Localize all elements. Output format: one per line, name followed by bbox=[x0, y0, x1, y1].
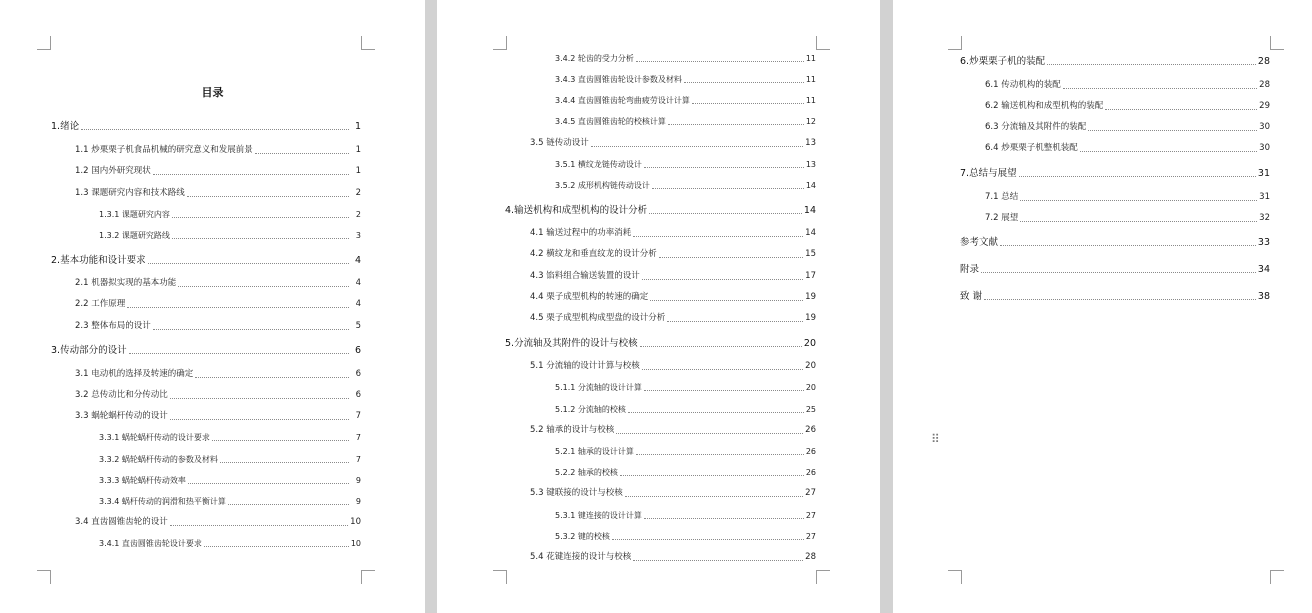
toc-leader-dots bbox=[644, 517, 804, 519]
toc-entry-title: 2.1 机器拟实现的基本功能 bbox=[75, 278, 177, 288]
toc-entry-title: 5.4 花键连接的设计与校核 bbox=[530, 552, 632, 562]
document-page-1 bbox=[0, 0, 425, 613]
toc-entry-title: 3.5.2 成形机构链传动设计 bbox=[555, 181, 650, 190]
toc-entry[interactable] bbox=[51, 120, 361, 132]
toc-entry[interactable] bbox=[555, 179, 816, 191]
toc-entry[interactable] bbox=[960, 236, 1270, 248]
toc-entry-title: 3.2 总传动比和分传动比 bbox=[75, 390, 168, 400]
toc-page-number: 31 bbox=[1259, 192, 1270, 202]
toc-leader-dots bbox=[642, 278, 803, 280]
toc-leader-dots bbox=[170, 524, 348, 526]
toc-page-number: 25 bbox=[805, 405, 816, 414]
toc-entry[interactable] bbox=[530, 312, 816, 324]
toc-entry-title: 3.1 电动机的选择及转速的确定 bbox=[75, 369, 194, 379]
toc-entry[interactable] bbox=[505, 204, 816, 216]
toc-entry-title: 6.2 输送机构和成型机构的装配 bbox=[985, 101, 1104, 111]
toc-page-number: 34 bbox=[1257, 264, 1270, 275]
toc-entry[interactable] bbox=[530, 270, 816, 282]
toc-page-number: 20 bbox=[805, 383, 816, 392]
toc-page-number: 7 bbox=[355, 455, 361, 464]
toc-leader-dots bbox=[204, 545, 349, 547]
toc-entry-title: 1.3.1 课题研究内容 bbox=[99, 210, 170, 219]
toc-page-number: 2 bbox=[355, 210, 361, 219]
toc-page-number: 14 bbox=[805, 228, 816, 238]
toc-leader-dots bbox=[127, 306, 349, 308]
toc-leader-dots bbox=[668, 123, 804, 125]
toc-entry-title: 6.1 传动机构的装配 bbox=[985, 80, 1061, 90]
toc-leader-dots bbox=[625, 495, 803, 497]
toc-entry-title: 3.3.1 蜗轮蜗杆传动的设计要求 bbox=[99, 433, 210, 442]
toc-entry[interactable] bbox=[505, 337, 816, 349]
toc-entry-title: 3.4.5 直齿圆锥齿轮的校核计算 bbox=[555, 117, 666, 126]
toc-page-number: 4 bbox=[354, 255, 361, 266]
toc-entry[interactable] bbox=[555, 530, 816, 542]
toc-page-number: 28 bbox=[1259, 80, 1270, 90]
toc-entry-title: 3.传动部分的设计 bbox=[51, 345, 127, 356]
toc-leader-dots bbox=[652, 187, 804, 189]
toc-entry-title: 7.1 总结 bbox=[985, 192, 1019, 202]
toc-page-number: 30 bbox=[1259, 122, 1270, 132]
toc-entry[interactable] bbox=[985, 121, 1270, 133]
toc-leader-dots bbox=[178, 285, 349, 287]
toc-leader-dots bbox=[649, 212, 802, 214]
toc-page-number: 13 bbox=[805, 138, 816, 148]
toc-page-number: 1 bbox=[354, 121, 361, 132]
toc-entry[interactable] bbox=[555, 94, 816, 106]
corner-mark-bottom-left bbox=[37, 570, 51, 584]
toc-entry-title: 1.3 课题研究内容和技术路线 bbox=[75, 188, 185, 198]
toc-leader-dots bbox=[692, 102, 804, 104]
toc-page-number: 1 bbox=[355, 145, 361, 155]
toc-entry-title: 5.2.2 轴承的校核 bbox=[555, 468, 618, 477]
corner-mark-top-right bbox=[361, 36, 375, 50]
toc-page-number: 14 bbox=[803, 205, 816, 216]
toc-page-number: 13 bbox=[805, 160, 816, 169]
toc-leader-dots bbox=[188, 482, 349, 484]
toc-leader-dots bbox=[591, 145, 803, 147]
toc-entry[interactable] bbox=[985, 79, 1270, 91]
toc-page-number: 20 bbox=[803, 338, 816, 349]
toc-page-number: 10 bbox=[350, 517, 361, 527]
toc-leader-dots bbox=[228, 503, 349, 505]
toc-leader-dots bbox=[650, 299, 803, 301]
toc-entry[interactable] bbox=[985, 191, 1270, 203]
toc-entry-title: 3.3.4 蜗杆传动的润滑和热平衡计算 bbox=[99, 497, 226, 506]
toc-page-number: 12 bbox=[805, 117, 816, 126]
toc-entry[interactable] bbox=[75, 368, 361, 380]
toc-entry[interactable] bbox=[985, 142, 1270, 154]
toc-page-number: 26 bbox=[805, 425, 816, 435]
toc-entry[interactable] bbox=[985, 100, 1270, 112]
corner-mark-bottom-right bbox=[361, 570, 375, 584]
drag-grip-icon[interactable]: ⠿ bbox=[931, 432, 939, 446]
toc-entry-title: 3.5 链传动设计 bbox=[530, 138, 589, 148]
corner-mark-top-left bbox=[948, 36, 962, 50]
toc-entry-title: 3.4 直齿圆锥齿轮的设计 bbox=[75, 517, 168, 527]
toc-page-number: 28 bbox=[805, 552, 816, 562]
toc-entry-title: 致 谢 bbox=[960, 291, 983, 302]
toc-page-number: 4 bbox=[355, 299, 361, 309]
toc-leader-dots bbox=[644, 166, 804, 168]
toc-leader-dots bbox=[616, 432, 803, 434]
toc-page-number: 6 bbox=[355, 390, 361, 400]
document-page-3 bbox=[893, 0, 1312, 613]
toc-leader-dots bbox=[153, 173, 349, 175]
toc-leader-dots bbox=[633, 559, 803, 561]
toc-page-number: 9 bbox=[355, 497, 361, 506]
toc-leader-dots bbox=[644, 389, 804, 391]
toc-title: 目录 bbox=[201, 86, 224, 99]
toc-leader-dots bbox=[81, 128, 349, 130]
toc-leader-dots bbox=[1063, 87, 1257, 89]
toc-page-number: 38 bbox=[1257, 291, 1270, 302]
toc-leader-dots bbox=[636, 60, 804, 62]
toc-entry[interactable] bbox=[555, 466, 816, 478]
toc-page-number: 2 bbox=[355, 188, 361, 198]
toc-entry[interactable] bbox=[75, 165, 361, 177]
toc-entry[interactable] bbox=[75, 298, 361, 310]
toc-entry-title: 6.3 分流轴及其附件的装配 bbox=[985, 122, 1087, 132]
toc-entry[interactable] bbox=[530, 227, 816, 239]
corner-mark-top-right bbox=[1270, 36, 1284, 50]
toc-entry-title: 4.输送机构和成型机构的设计分析 bbox=[505, 205, 648, 216]
toc-entry-title: 5.1 分流轴的设计计算与校核 bbox=[530, 361, 640, 371]
toc-leader-dots bbox=[172, 237, 349, 239]
corner-mark-top-left bbox=[493, 36, 507, 50]
toc-entry[interactable] bbox=[960, 167, 1270, 179]
toc-leader-dots bbox=[148, 262, 349, 264]
toc-leader-dots bbox=[612, 538, 804, 540]
toc-entry[interactable] bbox=[75, 187, 361, 199]
toc-entry-title: 参考文献 bbox=[960, 237, 999, 248]
toc-leader-dots bbox=[1088, 129, 1257, 131]
toc-entry-title: 附录 bbox=[960, 264, 980, 275]
toc-entry[interactable] bbox=[530, 551, 816, 563]
toc-entry-title: 3.3.3 蜗轮蜗杆传动效率 bbox=[99, 476, 186, 485]
toc-entry[interactable] bbox=[555, 73, 816, 85]
toc-page-number: 11 bbox=[805, 75, 816, 84]
toc-entry-title: 6.4 炒栗栗子机整机装配 bbox=[985, 143, 1078, 153]
toc-page-number: 20 bbox=[805, 361, 816, 371]
toc-leader-dots bbox=[1080, 150, 1257, 152]
toc-entry[interactable] bbox=[555, 381, 816, 393]
toc-entry[interactable] bbox=[960, 263, 1270, 275]
toc-entry[interactable] bbox=[75, 320, 361, 332]
toc-leader-dots bbox=[640, 345, 802, 347]
toc-entry-title: 4.2 横纹龙和垂直纹龙的设计分析 bbox=[530, 249, 657, 259]
toc-page-number: 27 bbox=[805, 532, 816, 541]
toc-entry-title: 5.2.1 轴承的设计计算 bbox=[555, 447, 634, 456]
toc-entry-title: 2.2 工作原理 bbox=[75, 299, 126, 309]
toc-page-number: 3 bbox=[355, 231, 361, 240]
toc-entry-title: 7.2 展望 bbox=[985, 213, 1019, 223]
toc-page-number: 33 bbox=[1257, 237, 1270, 248]
toc-leader-dots bbox=[187, 195, 349, 197]
toc-entry[interactable] bbox=[530, 424, 816, 436]
corner-mark-bottom-left bbox=[493, 570, 507, 584]
toc-page-number: 6 bbox=[355, 369, 361, 379]
toc-entry-title: 4.3 馅料组合输送装置的设计 bbox=[530, 271, 640, 281]
toc-entry-title: 2.3 整体布局的设计 bbox=[75, 321, 151, 331]
toc-entry[interactable] bbox=[555, 509, 816, 521]
toc-leader-dots bbox=[153, 328, 349, 330]
toc-entry-title: 4.1 输送过程中的功率消耗 bbox=[530, 228, 632, 238]
toc-leader-dots bbox=[172, 216, 349, 218]
toc-page-number: 6 bbox=[354, 345, 361, 356]
toc-leader-dots bbox=[170, 397, 349, 399]
corner-mark-top-right bbox=[816, 36, 830, 50]
toc-page-number: 19 bbox=[805, 313, 816, 323]
toc-entry[interactable] bbox=[555, 115, 816, 127]
toc-page-number: 28 bbox=[1257, 56, 1270, 67]
toc-entry[interactable] bbox=[530, 291, 816, 303]
toc-leader-dots bbox=[659, 256, 803, 258]
toc-entry-title: 3.4.1 直齿圆锥齿轮设计要求 bbox=[99, 539, 202, 548]
document-page-2 bbox=[437, 0, 880, 613]
toc-entry[interactable] bbox=[99, 229, 361, 241]
toc-leader-dots bbox=[212, 439, 349, 441]
toc-page-number: 11 bbox=[805, 96, 816, 105]
toc-page-number: 5 bbox=[355, 321, 361, 331]
toc-entry[interactable] bbox=[555, 52, 816, 64]
toc-entry-title: 1.1 炒栗栗子机食品机械的研究意义和发展前景 bbox=[75, 145, 253, 155]
toc-entry[interactable] bbox=[75, 410, 361, 422]
toc-entry-title: 3.4.2 轮齿的受力分析 bbox=[555, 54, 634, 63]
toc-entry-title: 5.2 轴承的设计与校核 bbox=[530, 425, 615, 435]
toc-page-number: 19 bbox=[805, 292, 816, 302]
toc-leader-dots bbox=[129, 352, 349, 354]
toc-leader-dots bbox=[981, 271, 1256, 273]
toc-entry-title: 5.3.2 键的校核 bbox=[555, 532, 610, 541]
toc-leader-dots bbox=[1020, 199, 1257, 201]
toc-entry[interactable] bbox=[99, 431, 361, 443]
toc-entry-title: 3.5.1 横纹龙链传动设计 bbox=[555, 160, 642, 169]
toc-entry-title: 6.炒栗栗子机的装配 bbox=[960, 56, 1046, 67]
toc-leader-dots bbox=[255, 152, 349, 154]
toc-entry[interactable] bbox=[555, 158, 816, 170]
toc-page-number: 1 bbox=[355, 166, 361, 176]
toc-leader-dots bbox=[1000, 244, 1256, 246]
toc-leader-dots bbox=[1019, 175, 1256, 177]
toc-entry[interactable] bbox=[530, 137, 816, 149]
toc-leader-dots bbox=[1105, 108, 1257, 110]
toc-page-number: 26 bbox=[805, 468, 816, 477]
corner-mark-top-left bbox=[37, 36, 51, 50]
toc-entry[interactable] bbox=[75, 277, 361, 289]
toc-entry[interactable] bbox=[530, 248, 816, 260]
toc-page-number: 26 bbox=[805, 447, 816, 456]
toc-leader-dots bbox=[1020, 220, 1257, 222]
toc-entry-title: 5.分流轴及其附件的设计与校核 bbox=[505, 338, 638, 349]
toc-page-number: 29 bbox=[1259, 101, 1270, 111]
corner-mark-bottom-right bbox=[816, 570, 830, 584]
toc-page-number: 31 bbox=[1257, 168, 1270, 179]
toc-leader-dots bbox=[636, 453, 804, 455]
toc-entry-title: 1.2 国内外研究现状 bbox=[75, 166, 151, 176]
toc-entry-title: 5.3.1 键连接的设计计算 bbox=[555, 511, 642, 520]
toc-entry-title: 3.4.4 直齿圆锥齿轮弯曲疲劳设计计算 bbox=[555, 96, 690, 105]
toc-leader-dots bbox=[1047, 63, 1256, 65]
toc-entry[interactable] bbox=[99, 537, 361, 549]
toc-leader-dots bbox=[220, 461, 349, 463]
toc-entry[interactable] bbox=[530, 487, 816, 499]
toc-page-number: 11 bbox=[805, 54, 816, 63]
toc-leader-dots bbox=[195, 376, 349, 378]
toc-leader-dots bbox=[684, 81, 804, 83]
toc-entry[interactable] bbox=[75, 389, 361, 401]
toc-entry[interactable] bbox=[99, 208, 361, 220]
corner-mark-bottom-left bbox=[948, 570, 962, 584]
toc-leader-dots bbox=[170, 418, 349, 420]
toc-entry-title: 3.3.2 蜗轮蜗杆传动的参数及材料 bbox=[99, 455, 218, 464]
toc-page-number: 4 bbox=[355, 278, 361, 288]
toc-leader-dots bbox=[984, 298, 1256, 300]
toc-entry[interactable] bbox=[99, 453, 361, 465]
toc-page-number: 32 bbox=[1259, 213, 1270, 223]
toc-leader-dots bbox=[628, 411, 804, 413]
toc-entry-title: 2.基本功能和设计要求 bbox=[51, 255, 146, 266]
toc-page-number: 7 bbox=[355, 433, 361, 442]
toc-entry-title: 4.5 栗子成型机构成型盘的设计分析 bbox=[530, 313, 666, 323]
toc-entry[interactable] bbox=[985, 212, 1270, 224]
toc-entry[interactable] bbox=[960, 55, 1270, 67]
toc-entry[interactable] bbox=[75, 516, 361, 528]
toc-entry-title: 7.总结与展望 bbox=[960, 168, 1017, 179]
toc-page-number: 30 bbox=[1259, 143, 1270, 153]
corner-mark-bottom-right bbox=[1270, 570, 1284, 584]
toc-page-number: 27 bbox=[805, 488, 816, 498]
toc-entry[interactable] bbox=[75, 144, 361, 156]
toc-page-number: 9 bbox=[355, 476, 361, 485]
toc-leader-dots bbox=[642, 368, 803, 370]
toc-leader-dots bbox=[667, 320, 803, 322]
toc-entry-title: 5.3 键联接的设计与校核 bbox=[530, 488, 623, 498]
toc-entry-title: 3.3 蜗轮蜗杆传动的设计 bbox=[75, 411, 168, 421]
toc-leader-dots bbox=[633, 235, 803, 237]
toc-leader-dots bbox=[620, 474, 804, 476]
toc-entry[interactable] bbox=[555, 445, 816, 457]
toc-entry[interactable] bbox=[51, 344, 361, 356]
toc-entry-title: 5.1.2 分流轴的校核 bbox=[555, 405, 626, 414]
toc-page-number: 10 bbox=[350, 539, 361, 548]
toc-entry-title: 4.4 栗子成型机构的转速的确定 bbox=[530, 292, 649, 302]
toc-entry-title: 5.1.1 分流轴的设计计算 bbox=[555, 383, 642, 392]
toc-entry[interactable] bbox=[960, 290, 1270, 302]
toc-page-number: 17 bbox=[805, 271, 816, 281]
toc-entry[interactable] bbox=[51, 254, 361, 266]
toc-entry-title: 1.3.2 课题研究路线 bbox=[99, 231, 170, 240]
toc-entry[interactable] bbox=[530, 360, 816, 372]
toc-page-number: 7 bbox=[355, 411, 361, 421]
toc-page-number: 14 bbox=[805, 181, 816, 190]
toc-entry[interactable] bbox=[99, 495, 361, 507]
toc-entry-title: 1.绪论 bbox=[51, 121, 80, 132]
toc-entry-title: 3.4.3 直齿圆锥齿轮设计参数及材料 bbox=[555, 75, 682, 84]
toc-page-number: 27 bbox=[805, 511, 816, 520]
toc-entry[interactable] bbox=[99, 474, 361, 486]
toc-entry[interactable] bbox=[555, 403, 816, 415]
toc-page-number: 15 bbox=[805, 249, 816, 259]
